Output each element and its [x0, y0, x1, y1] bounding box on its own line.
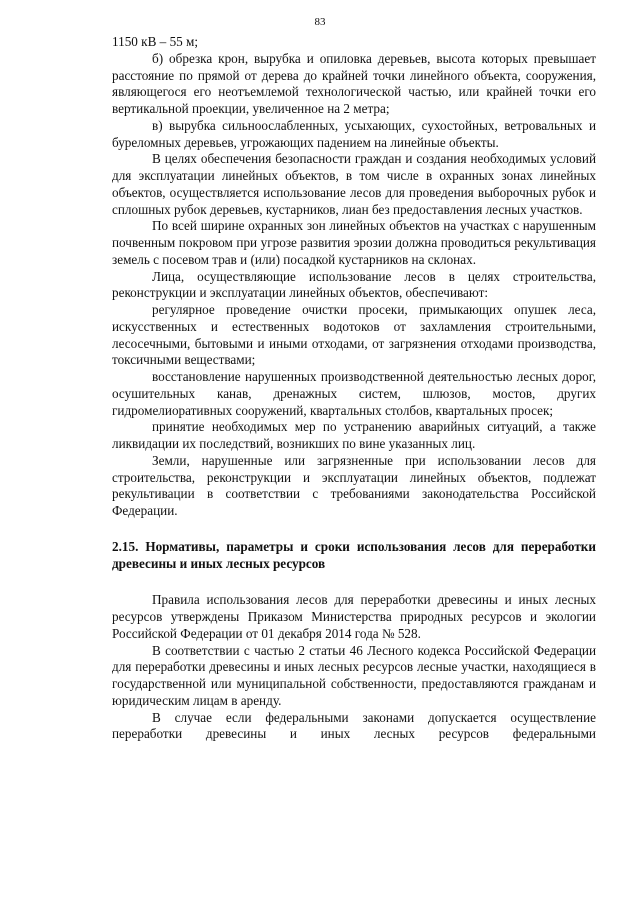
paragraph-forest-code: В соответствии с частью 2 статьи 46 Лесного кодекса Российской Федерации для переработки древесины и иных лесных ресурсов лесные участки, находящиеся в государственной или муниципальной собственности, предоставляются гражданам и юридическим лицам в аренду.	[112, 642, 596, 708]
paragraph-item-v: в) вырубка сильноослабленных, усыхающих, сухостойных, ветровальных и буреломных деревьев, угрожающих падением на линейные объекты.	[112, 117, 596, 150]
page-number: 83	[314, 16, 326, 28]
paragraph-federal-laws: В случае если федеральными законами допускается осуществление переработки древесины и иных лесных ресурсов федеральными	[112, 709, 596, 742]
section-heading: 2.15. Нормативы, параметры и сроки использования лесов для переработки древесины и иных лесных ресурсов	[112, 538, 596, 571]
paragraph-rules: Правила использования лесов для переработки древесины и иных лесных ресурсов утверждены Приказом Министерства природных ресурсов и экологии Российской Федерации от 01 декабря 2014 года № 528.	[112, 592, 596, 641]
document-body	[112, 34, 596, 743]
paragraph-lands-recultivation: Земли, нарушенные или загрязненные при использовании лесов для строительства, реконструкции и эксплуатации линейных объектов, подлежат рекультивации в соответствии с требованиями законодательства Российской Федерации.	[112, 452, 596, 518]
paragraph-recultivation: По всей ширине охранных зон линейных объектов на участках с нарушенным почвенным покровом при угрозе развития эрозии должна проводиться рекультивация земель с посевом трав и (или) посадкой кустарников на склонах.	[112, 218, 596, 267]
paragraph-obligation-emergency: принятие необходимых мер по устранению аварийных ситуаций, а также ликвидации их последствий, возникших по вине указанных лиц.	[112, 419, 596, 451]
paragraph-obligation-cleaning: регулярное проведение очистки просеки, примыкающих опушек леса, искусственных и естественных водотоков от захламления строительными, лесосечными, бытовыми и иными отходами, от загрязнения отходами производства, токсичными веществами;	[112, 302, 596, 368]
paragraph-safety: В целях обеспечения безопасности граждан и создания необходимых условий для эксплуатации линейных объектов, в том числе в охранных зонах линейных объектов, осуществляется использование лесов для проведения выборочных рубок и сплошных рубок деревьев, кустарников, лиан без предоставления лесных участков.	[112, 151, 596, 217]
paragraph-obligation-restoration: восстановление нарушенных производственной деятельностью лесных дорог, осушительных канав, дренажных систем, шлюзов, мостов, других гидромелиоративных сооружений, квартальных столбов, квартальных просек;	[112, 369, 596, 418]
paragraph-item-b: б) обрезка крон, вырубка и опиловка деревьев, высота которых превышает расстояние по прямой от дерева до крайней точки линейного объекта, сооружения, являющегося его неотъемлемой технологической частью, или крайней точки его вертикальной проекции, увеличенное на 2 метра;	[112, 50, 596, 116]
paragraph-continuation: 1150 кВ – 55 м;	[112, 34, 199, 49]
paragraph-obligations-intro: Лица, осуществляющие использование лесов в целях строительства, реконструкции и эксплуатации линейных объектов, обеспечивают:	[112, 268, 596, 301]
